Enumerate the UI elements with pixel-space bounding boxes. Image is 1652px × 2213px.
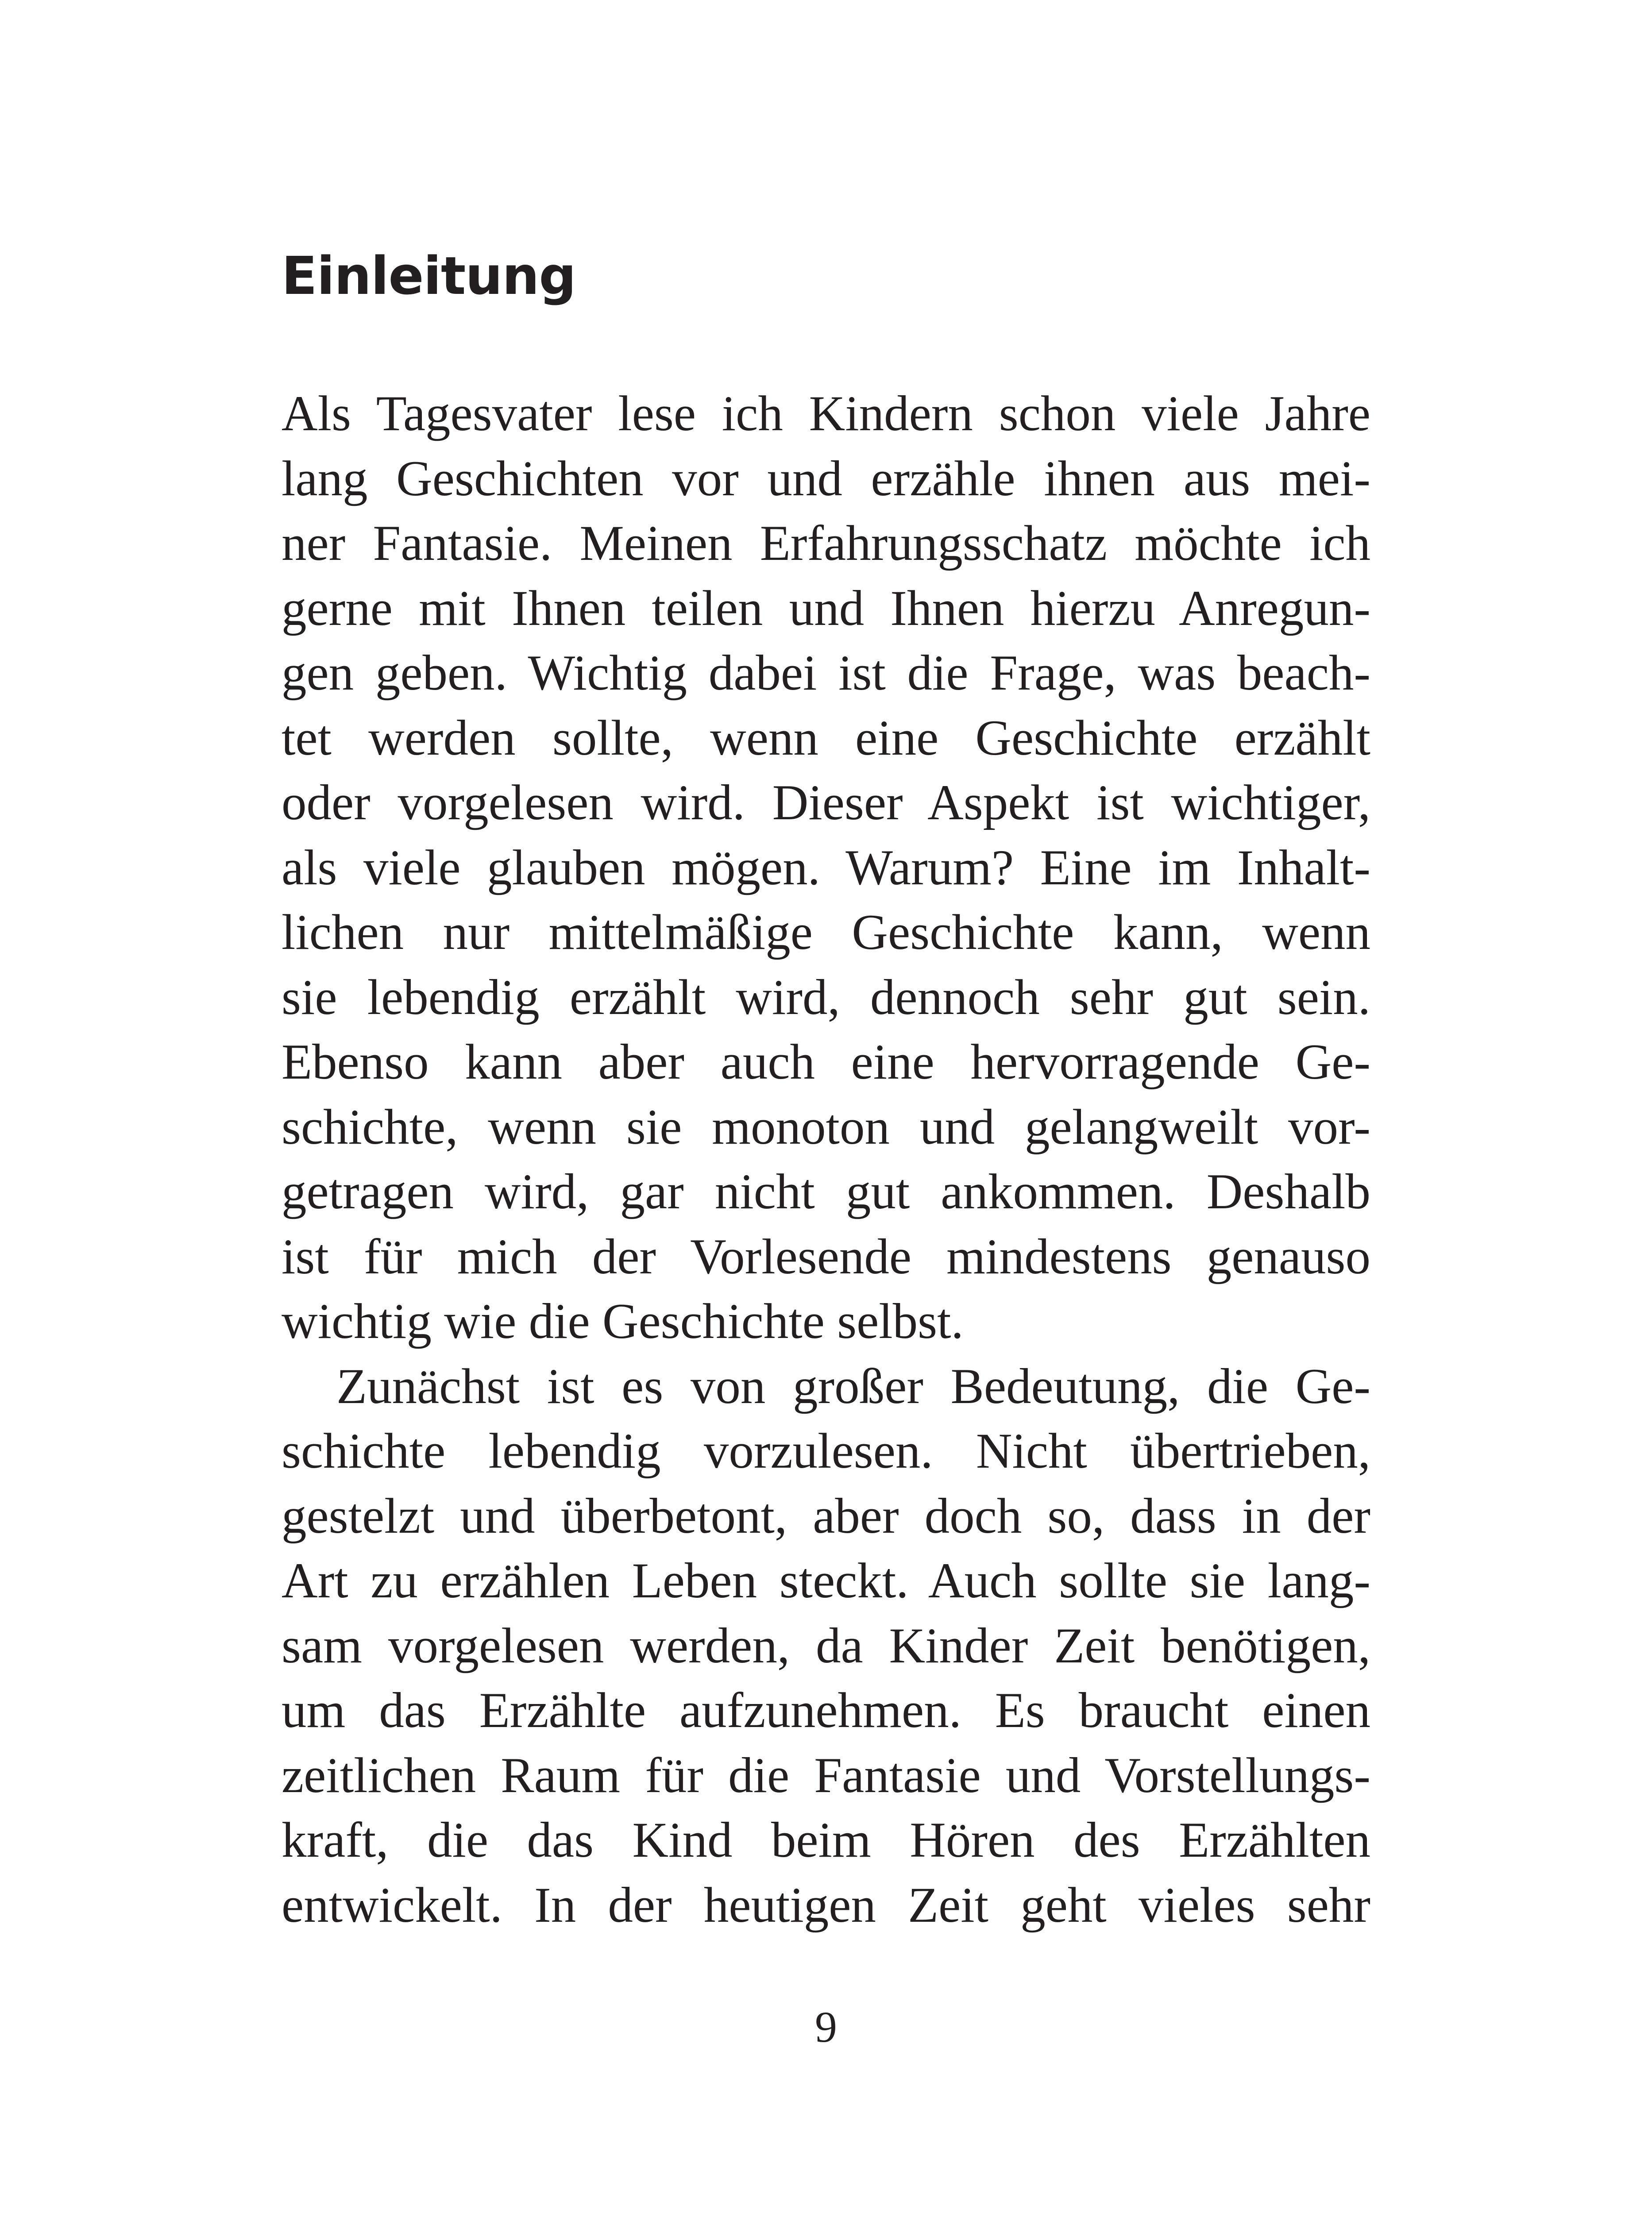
text-line: oder vorgelesen wird. Dieser Aspekt ist wichtiger, [282,775,1370,830]
chapter-heading: Einleitung [282,245,576,306]
text-line: als viele glauben mögen. Warum? Eine im Inhalt- [282,840,1370,895]
text-line: sam vorgelesen werden, da Kinder Zeit benötigen, [282,1618,1370,1673]
text-line: lang Geschichten vor und erzähle ihnen aus mei- [282,451,1370,506]
text-line: zeitlichen Raum für die Fantasie und Vorstellungs- [282,1747,1370,1803]
text-line: gen geben. Wichtig dabei ist die Frage, was beach- [282,645,1370,701]
text-line: Ebenso kann aber auch eine hervorragende Ge- [282,1034,1370,1090]
paragraph [282,1354,1370,1938]
text-line: lichen nur mittelmäßige Geschichte kann, wenn [282,905,1370,960]
text-line: entwickelt. In der heutigen Zeit geht vieles sehr [282,1877,1370,1933]
text-line: tet werden sollte, wenn eine Geschichte erzählt [282,710,1370,766]
text-line: getragen wird, gar nicht gut ankommen. Deshalb [282,1164,1370,1219]
text-line: gestelzt und überbetont, aber doch so, dass in der [282,1488,1370,1544]
text-line: wichtig wie die Geschichte selbst. [282,1294,964,1349]
text-line: Als Tagesvater lese ich Kindern schon viele Jahre [282,386,1370,441]
text-line: ist für mich der Vorlesende mindestens genauso [282,1229,1370,1284]
text-line: ner Fantasie. Meinen Erfahrungsschatz möchte ich [282,516,1370,571]
text-line: Art zu erzählen Leben steckt. Auch sollte sie lang- [282,1553,1370,1608]
body-text [282,382,1370,1938]
text-line: kraft, die das Kind beim Hören des Erzählten [282,1812,1370,1868]
text-line: sie lebendig erzählt wird, dennoch sehr gut sein. [282,969,1370,1025]
text-line: um das Erzählte aufzunehmen. Es braucht einen [282,1683,1370,1738]
text-line: gerne mit Ihnen teilen und Ihnen hierzu Anregun- [282,580,1370,636]
page-number: 9 [815,2002,837,2051]
paragraph [282,382,1370,1354]
text-line: Zunächst ist es von großer Bedeutung, die Ge- [336,1358,1370,1414]
text-line: schichte lebendig vorzulesen. Nicht übertrieben, [282,1423,1370,1479]
text-line: schichte, wenn sie monoton und gelangweilt vor- [282,1099,1370,1155]
